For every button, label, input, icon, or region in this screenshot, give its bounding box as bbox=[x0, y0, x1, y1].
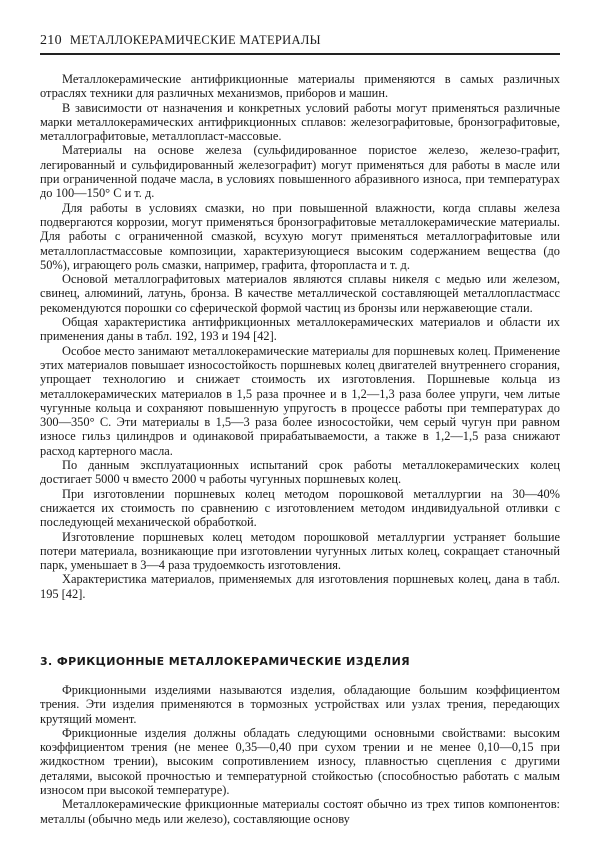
paragraph: Основой металлографитовых материалов являются сплавы никеля с медью или железом, свинец, алюминий, латунь, бронза. В качестве металлической составляющей металлопластмасс рекомендуются порошки со сферической формой частиц из бронзы или нержавеющие стали. bbox=[40, 272, 560, 315]
paragraph: Изготовление поршневых колец методом порошковой металлургии устраняет большие потери материала, возникающие при изготовлении чугунных литых колец, сокращает станочный парк, уменьшает в 3—4 раза трудоемкость изготовления. bbox=[40, 529, 560, 573]
paragraph: Металлокерамические антифрикционные материалы применяются в самых различных отраслях техники для различных механизмов, приборов и машин. bbox=[40, 72, 560, 101]
paragraph: Фрикционные изделия должны обладать следующими основными свойствами: высоким коэффициентом трения (не менее 0,35—0,40 при сухом трении и не менее 0,10—0,15 при жидкостном трении), высоким сопротивлением износу, плавностью сцепления с другими деталями, высокой прочностью и температурной стойкостью (способностью работать с малым износом при высокой температуре). bbox=[40, 725, 560, 798]
running-head bbox=[40, 33, 560, 55]
running-head-title: МЕТАЛЛОКЕРАМИЧЕСКИЕ МАТЕРИАЛЫ bbox=[69, 33, 321, 47]
page-number: 210 bbox=[40, 33, 62, 48]
paragraph: Фрикционными изделиями называются изделия, обладающие большим коэффициентом трения. Эти изделия применяются в тормозных устройствах или узлах трения, передающих крутящий момент. bbox=[40, 683, 560, 726]
paragraph: Общая характеристика антифрикционных металлокерамических материалов и области их применения даны в табл. 192, 193 и 194 [42]. bbox=[40, 315, 560, 344]
paragraph: По данным эксплуатационных испытаний срок работы металлокерамических колец достигает 5000 ч вместо 2000 ч работы чугунных поршневых колец. bbox=[40, 458, 560, 487]
section-heading: 3. ФРИКЦИОННЫЕ МЕТАЛЛОКЕРАМИЧЕСКИЕ ИЗДЕЛИЯ bbox=[40, 655, 411, 668]
paragraph: Металлокерамические фрикционные материалы состоят обычно из трех типов компонентов: металлы (обычно медь или железо), составляющие основу bbox=[40, 797, 560, 826]
paragraph: Характеристика материалов, применяемых для изготовления поршневых колец, дана в табл. 195 [42]. bbox=[40, 572, 560, 601]
paragraph: Для работы в условиях смазки, но при повышенной влажности, когда сплавы железа подвергаются коррозии, могут применяться бронзографитовые металлокерамические материалы. Для работы с ограниченной смазкой, всухую могут применяться металлографитовые или металлопластмассовые композиции, характеризующиеся высоким содержанием вещества (до 50%), играющего роль смазки, например, графита, фторопласта и т. д. bbox=[40, 200, 560, 272]
section-body-text bbox=[40, 683, 560, 826]
body-text bbox=[40, 72, 560, 601]
paragraph: При изготовлении поршневых колец методом порошковой металлургии на 30—40% снижается их стоимость по сравнению с изготовлением методом индивидуальной отливки с последующей механической обработкой. bbox=[40, 486, 560, 530]
paragraph: В зависимости от назначения и конкретных условий работы могут применяться различные марки металлокерамических антифрикционных сплавов: железографитовые, бронзографитовые, металлографитовые, металлопласт-массовые. bbox=[40, 100, 560, 144]
paragraph: Материалы на основе железа (сульфидированное пористое железо, железо-графит, легированный и сульфидированный железографит) могут применяться для работы в масле или при ограниченной подаче масла, в условиях повышенного абразивного износа, при температурах до 100—150° С и т. д. bbox=[40, 143, 560, 201]
paragraph: Особое место занимают металлокерамические материалы для поршневых колец. Применение этих материалов повышает износостойкость поршневых колец двигателей внутреннего сгорания, упрощает технологию и снижает стоимость их изготовления. Поршневые кольца из металлокерамических материалов в 1,5 раза прочнее и в 1,2—1,3 раза более упруги, чем литые чугунные кольца и сохраняют повышенную упругость в процессе работы при температурах до 300—350° С. Эти материалы в 1,5—3 раза более износостойки, чем серый чугун при равном износе гильз цилиндров и одинаковой прирабатываемости, а также в 1,2—1,5 раза снижают расход картерного масла. bbox=[40, 343, 560, 458]
